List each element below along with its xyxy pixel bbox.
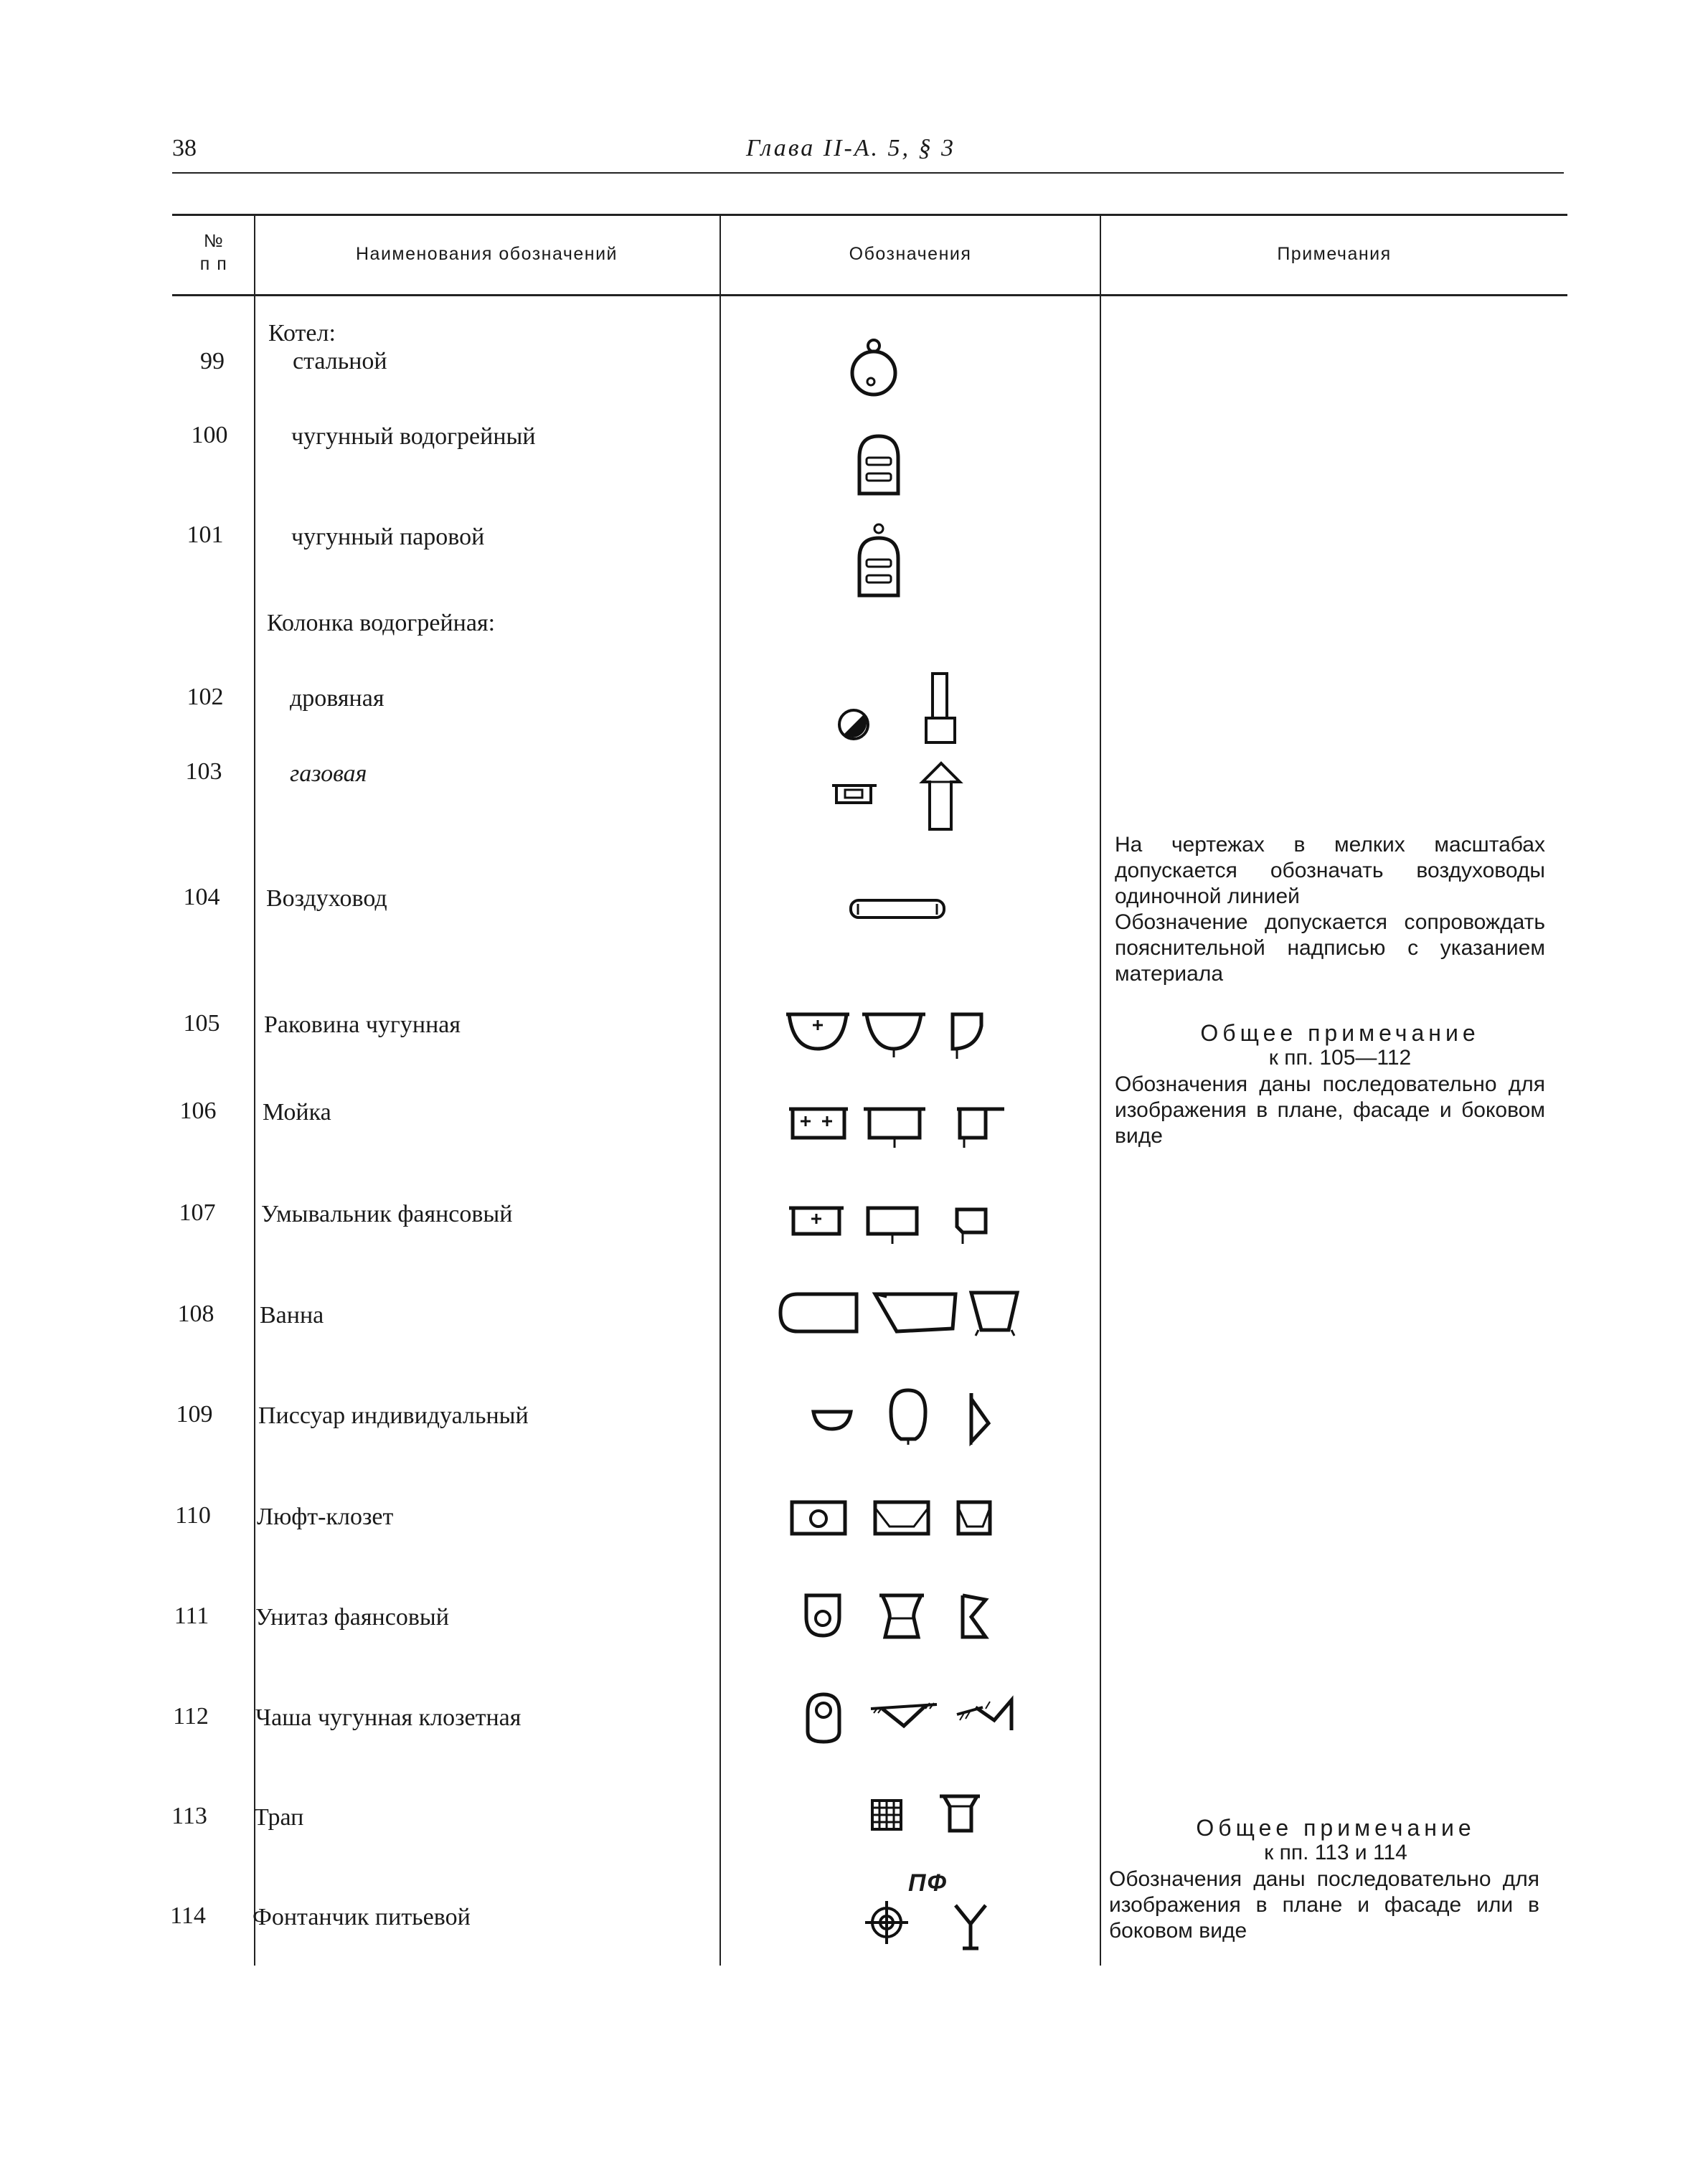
column-divider-2: [719, 215, 721, 1966]
sink-plan-symbol: [785, 1010, 851, 1053]
steam-boiler-symbol: [854, 522, 904, 601]
page-number: 38: [172, 135, 197, 161]
closet-bowl-side-symbol: [954, 1693, 1019, 1736]
row-number: 107: [179, 1199, 216, 1226]
row-number: 108: [177, 1301, 214, 1327]
header-rule: [172, 172, 1564, 174]
fountain-plan-symbol: [864, 1900, 910, 1945]
row-number: 109: [176, 1401, 213, 1428]
washbasin-plan-symbol: [788, 1204, 845, 1240]
bathtub-plan-symbol: [776, 1290, 862, 1337]
kitchen-sink-elevation-symbol: [862, 1105, 927, 1151]
row-name: Раковина чугунная: [264, 1011, 461, 1038]
column-divider-1: [254, 215, 255, 1966]
row-number: 104: [183, 884, 220, 910]
row-name: чугунный водогрейный: [291, 423, 536, 450]
table-top-rule: [172, 214, 1567, 216]
closet-bowl-elevation-symbol: [868, 1697, 940, 1733]
row-number: 100: [191, 422, 228, 448]
row-name: чугунный паровой: [291, 524, 485, 550]
steel-boiler-symbol: [846, 337, 904, 402]
toilet-elevation-symbol: [875, 1591, 928, 1643]
general-note-text-2: Обозначения даны последовательно для изображения в плане и фасаде или в боковом виде: [1109, 1867, 1539, 1943]
row-name: Воздуховод: [266, 885, 387, 912]
row-name: Трап: [254, 1804, 304, 1831]
row-name: газовая: [290, 760, 367, 787]
row-name: Чаша чугунная клозетная: [255, 1704, 522, 1731]
general-note-text-1: Обозначения даны последовательно для изображения в плане, фасаде и боковом виде: [1115, 1072, 1545, 1148]
sink-side-symbol: [948, 1010, 986, 1062]
group-water-heater: Колонка водогрейная:: [267, 610, 496, 636]
pit-closet-side-symbol: [954, 1498, 994, 1539]
air-duct-symbol: [848, 897, 948, 921]
header-notes: Примечания: [1277, 244, 1392, 264]
washbasin-side-symbol: [953, 1205, 993, 1248]
wood-heater-plan-symbol: [836, 707, 872, 742]
header-number-mark: №: [203, 231, 225, 251]
row-name: Фонтанчик питьевой: [253, 1904, 471, 1930]
bathtub-elevation-symbol: [872, 1290, 958, 1337]
kitchen-sink-plan-symbol: [788, 1105, 849, 1142]
general-note-title-1: Общее примечание: [1200, 1020, 1480, 1046]
wood-heater-elevation-symbol: [924, 671, 960, 746]
urinal-elevation-symbol: [887, 1386, 930, 1448]
floor-drain-elevation-symbol: [937, 1791, 983, 1836]
fountain-elevation-symbol: [953, 1901, 989, 1953]
toilet-side-symbol: [957, 1591, 993, 1643]
row-number: 101: [187, 522, 224, 548]
row-number: 111: [174, 1603, 209, 1629]
toilet-plan-symbol: [802, 1591, 844, 1640]
row-number: 112: [173, 1703, 209, 1730]
urinal-side-symbol: [966, 1390, 994, 1446]
general-note-subtitle-2: к пп. 113 и 114: [1264, 1841, 1407, 1864]
sink-elevation-symbol: [861, 1010, 927, 1060]
header-number-label: п п: [199, 254, 228, 274]
row-name: Писсуар индивидуальный: [258, 1402, 529, 1429]
row-name: стальной: [293, 348, 387, 374]
row-name: Люфт-клозет: [257, 1504, 394, 1530]
note-duct-2: Обозначение допускается сопровождать пояснительной надписью с указанием материала: [1115, 910, 1545, 986]
header-symbols: Обозначения: [849, 244, 972, 264]
row-number: 99: [200, 348, 225, 374]
row-number: 114: [170, 1902, 206, 1929]
header-name: Наименования обозначений: [355, 244, 618, 264]
fountain-label: ПФ: [908, 1869, 948, 1897]
row-name: Ванна: [260, 1302, 324, 1329]
row-number: 110: [175, 1502, 211, 1529]
row-number: 105: [183, 1010, 220, 1037]
row-number: 102: [187, 684, 224, 710]
pit-closet-plan-symbol: [788, 1498, 849, 1539]
washbasin-elevation-symbol: [864, 1204, 921, 1248]
bathtub-side-symbol: [968, 1288, 1020, 1339]
note-duct-1: На чертежах в мелких масштабах допускается обозначать воздуховоды одиночной линией: [1115, 833, 1545, 908]
pit-closet-elevation-symbol: [871, 1498, 933, 1539]
row-number: 103: [185, 758, 222, 785]
group-boiler: Котел:: [268, 320, 336, 346]
row-number: 113: [171, 1803, 207, 1829]
row-number: 106: [179, 1098, 217, 1124]
general-note-subtitle-1: к пп. 105—112: [1268, 1046, 1412, 1070]
row-name: дровяная: [290, 685, 384, 712]
chapter-title: Глава II-А. 5, § 3: [746, 135, 956, 161]
row-name: Унитаз фаянсовый: [255, 1604, 449, 1631]
row-name: Умывальник фаянсовый: [261, 1201, 513, 1227]
gas-heater-plan-symbol: [831, 782, 878, 806]
urinal-plan-symbol: [811, 1407, 854, 1433]
column-divider-3: [1100, 215, 1101, 1966]
floor-drain-plan-symbol: [869, 1798, 904, 1832]
row-name: Мойка: [263, 1099, 331, 1126]
gas-heater-elevation-symbol: [920, 760, 963, 832]
general-note-title-2: Общее примечание: [1196, 1815, 1476, 1841]
table-header-rule: [172, 294, 1567, 296]
closet-bowl-plan-symbol: [803, 1690, 844, 1747]
kitchen-sink-side-symbol: [954, 1105, 1007, 1151]
hot-water-boiler-symbol: [854, 430, 904, 499]
